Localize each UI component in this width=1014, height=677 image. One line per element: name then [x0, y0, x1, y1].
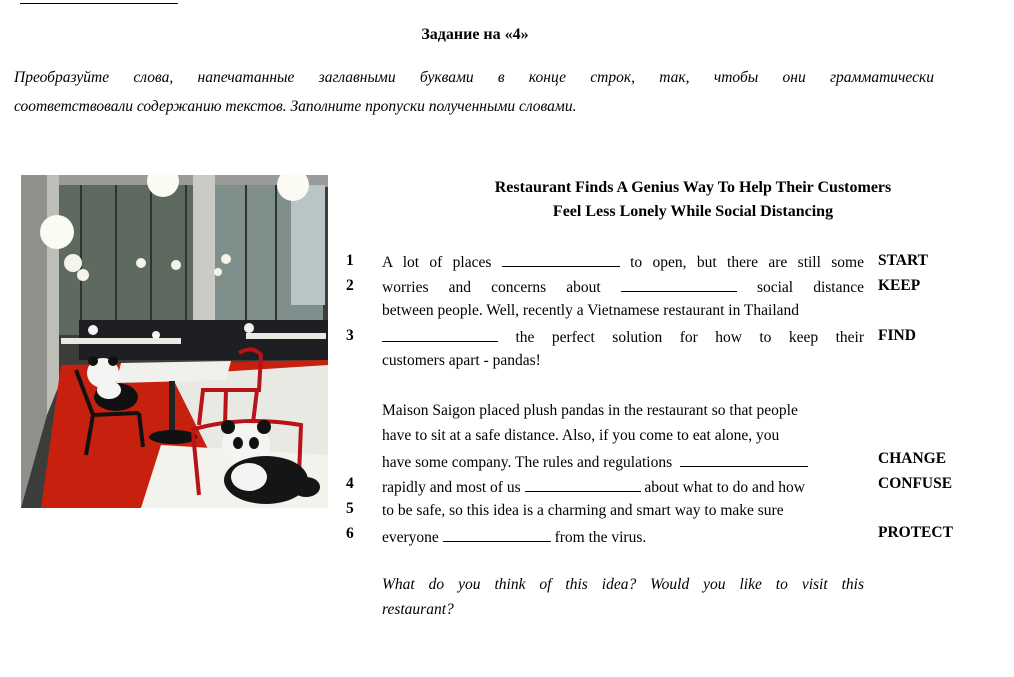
keyword-confuse: CONFUSE [878, 475, 953, 492]
line-number-1: 1 [346, 252, 354, 269]
text-line: to be safe, so this idea is a charming and smart way to make sure [382, 502, 784, 519]
text-fragment: from the virus. [554, 529, 647, 546]
text-line: Maison Saigon placed plush pandas in the restaurant so that people [382, 402, 798, 419]
answer-blank-6[interactable] [443, 527, 551, 542]
line-number-6: 6 [346, 525, 354, 542]
text-fragment: to open, but there are still some [630, 254, 864, 271]
keyword-change: CHANGE [878, 450, 947, 467]
cut-off-blank [20, 0, 178, 4]
instruction-line-1: Преобразуйте слова, напечатанные заглавными буквами в конце строк, так, чтобы они грамматически [14, 69, 934, 86]
line-number-4: 4 [346, 475, 354, 492]
answer-blank-2[interactable] [621, 277, 737, 292]
text-line: What do you think of this idea? Would you like to visit this [382, 576, 864, 593]
text-fragment: rapidly and most of us [382, 479, 521, 496]
line-number-3: 3 [346, 327, 354, 344]
answer-blank-3[interactable] [382, 327, 498, 342]
keyword-start: START [878, 252, 928, 269]
text-line [382, 252, 864, 272]
line-number-2: 2 [346, 277, 354, 294]
text-fragment: social distance [756, 279, 864, 296]
article-title-line-2: Feel Less Lonely While Social Distancing [552, 203, 834, 220]
restaurant-panda-photo [21, 175, 328, 508]
task-title: Задание на «4» [421, 26, 529, 43]
text-line: have to sit at a safe distance. Also, if you come to eat alone, you [382, 427, 780, 444]
text-fragment: worries and concerns about [382, 279, 601, 296]
answer-blank-1[interactable] [502, 252, 620, 267]
article-title-line-1: Restaurant Finds A Genius Way To Help Their Customers [494, 179, 892, 196]
text-line [382, 527, 864, 547]
instruction-line-2: соответствовали содержанию текстов. Заполните пропуски полученными словами. [14, 98, 577, 115]
keyword-keep: KEEP [878, 277, 921, 294]
keyword-find: FIND [878, 327, 916, 344]
text-line: between people. Well, recently a Vietnamese restaurant in Thailand [382, 302, 800, 319]
text-line [382, 327, 864, 347]
text-line [382, 477, 864, 497]
text-line: customers apart - pandas! [382, 352, 541, 369]
text-line [382, 277, 864, 297]
answer-blank-5[interactable] [525, 477, 641, 492]
text-fragment: the perfect solution for how to keep their [515, 329, 864, 346]
line-number-5: 5 [346, 500, 354, 517]
text-fragment: A lot of places [382, 254, 492, 271]
answer-blank-4[interactable] [680, 452, 808, 467]
text-fragment: have some company. The rules and regulations [382, 454, 673, 471]
text-line: restaurant? [382, 601, 454, 618]
text-fragment: about what to do and how [644, 479, 805, 496]
keyword-protect: PROTECT [878, 524, 953, 541]
text-fragment: everyone [382, 529, 439, 546]
text-line [382, 452, 864, 472]
cut-off-top-line [20, 0, 178, 9]
